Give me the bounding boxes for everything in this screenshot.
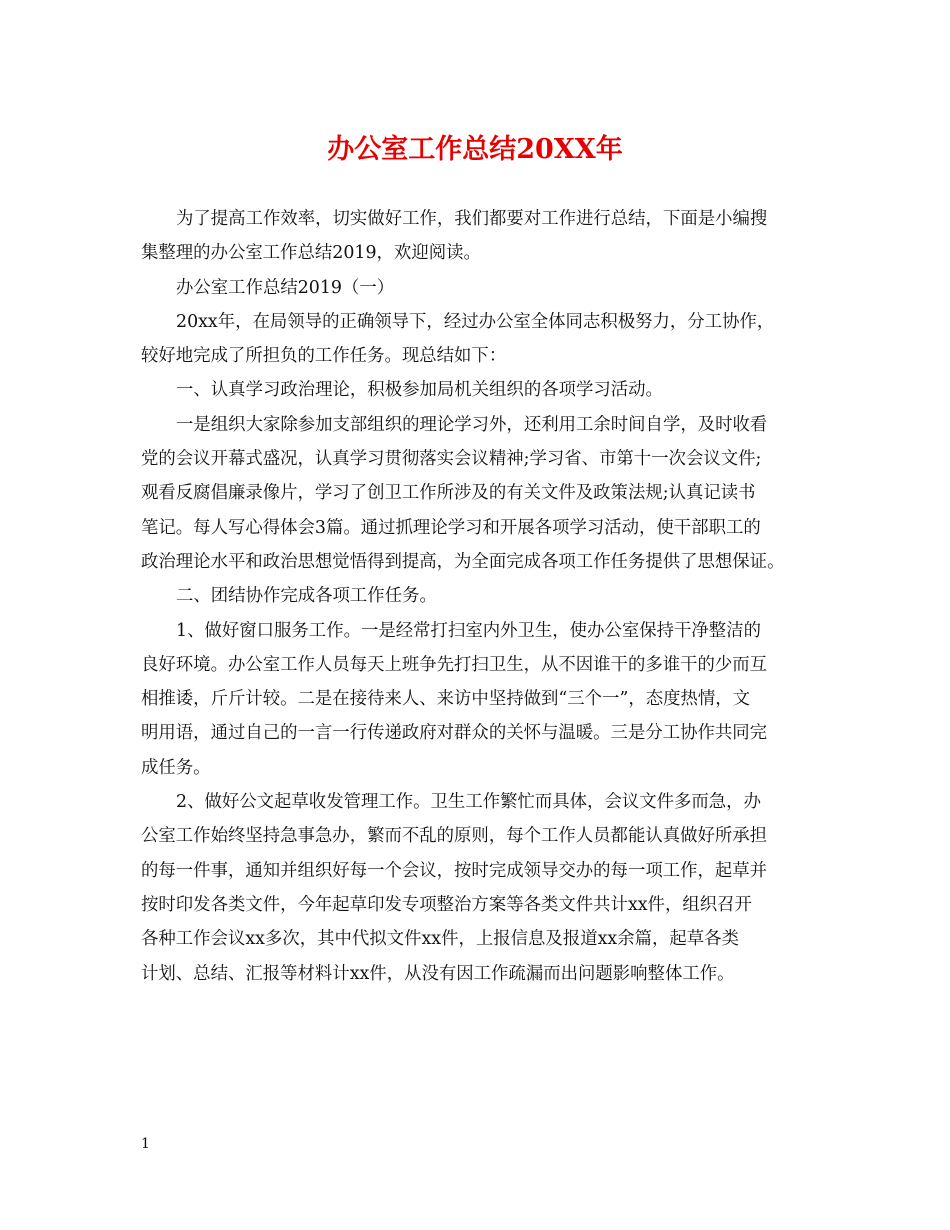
paragraph — [141, 373, 821, 407]
paragraph-line: 良好环境。办公室工作人员每天上班争先打扫卫生，从不因谁干的多谁干的少而互 — [141, 654, 768, 675]
paragraph-line: 办公室工作总结2019（一） — [176, 277, 395, 298]
paragraph — [141, 785, 821, 991]
paragraph-line: 按时印发各类文件，今年起草印发专项整治方案等各类文件共计xx件，组织召开 — [141, 894, 752, 915]
paragraph — [141, 202, 821, 271]
paragraph-line: 相推诿，斤斤计较。二是在接待来人、来访中坚持做到“三个一”，态度热情，文 — [141, 689, 751, 710]
paragraph-line: 各种工作会议xx多次，其中代拟文件xx件，上报信息及报道xx余篇，起草各类 — [141, 929, 739, 950]
paragraph-line: 较好地完成了所担负的工作任务。现总结如下： — [141, 346, 507, 367]
paragraph — [141, 271, 821, 305]
paragraph-line: 一、认真学习政治理论，积极参加局机关组织的各项学习活动。 — [176, 380, 663, 401]
paragraph-line: 明用语，通过自己的一言一行传递政府对群众的关怀与温暖。三是分工协作共同完 — [141, 723, 768, 744]
paragraph — [141, 305, 821, 374]
paragraph-line: 20xx年，在局领导的正确领导下，经过办公室全体同志积极努力，分工协作， — [176, 311, 775, 332]
paragraph-line: 政治理论水平和政治思想觉悟得到提高，为全面完成各项工作任务提供了思想保证。 — [141, 551, 785, 572]
paragraph-line: 党的会议开幕式盛况，认真学习贯彻落实会议精神;学习省、市第十一次会议文件; — [141, 449, 762, 470]
paragraph-line: 公室工作始终坚持急事急办，繁而不乱的原则，每个工作人员都能认真做好所承担 — [141, 826, 768, 847]
paragraph-line: 一是组织大家除参加支部组织的理论学习外，还利用工余时间自学，及时收看 — [176, 414, 768, 435]
paragraph-line: 二、团结协作完成各项工作任务。 — [176, 586, 437, 607]
paragraph — [141, 579, 821, 613]
document-title: 办公室工作总结20XX年 — [327, 134, 623, 165]
paragraph-line: 集整理的办公室工作总结2019，欢迎阅读。 — [141, 243, 481, 264]
paragraph — [141, 614, 821, 785]
paragraph-line: 2、做好公文起草收发管理工作。卫生工作繁忙而具体，会议文件多而急，办 — [176, 792, 761, 813]
paragraph-line: 成任务。 — [141, 757, 211, 778]
paragraph — [141, 408, 821, 579]
paragraph-line: 计划、总结、汇报等材料计xx件，从没有因工作疏漏而出问题影响整体工作。 — [141, 963, 735, 984]
paragraph-line: 1、做好窗口服务工作。一是经常打扫室内外卫生，使办公室保持干净整洁的 — [176, 620, 761, 641]
document-body — [141, 202, 821, 991]
paragraph-line: 的每一件事，通知并组织好每一个会议，按时完成领导交办的每一项工作，起草并 — [141, 860, 768, 881]
paragraph-line: 观看反腐倡廉录像片，学习了创卫工作所涉及的有关文件及政策法规;认真记读书 — [141, 483, 756, 504]
paragraph-line: 为了提高工作效率，切实做好工作，我们都要对工作进行总结，下面是小编搜 — [176, 209, 768, 229]
paragraph-line: 笔记。每人写心得体会3篇。通过抓理论学习和开展各项学习活动，使干部职工的 — [141, 517, 761, 538]
page-number: 1 — [141, 1136, 150, 1152]
